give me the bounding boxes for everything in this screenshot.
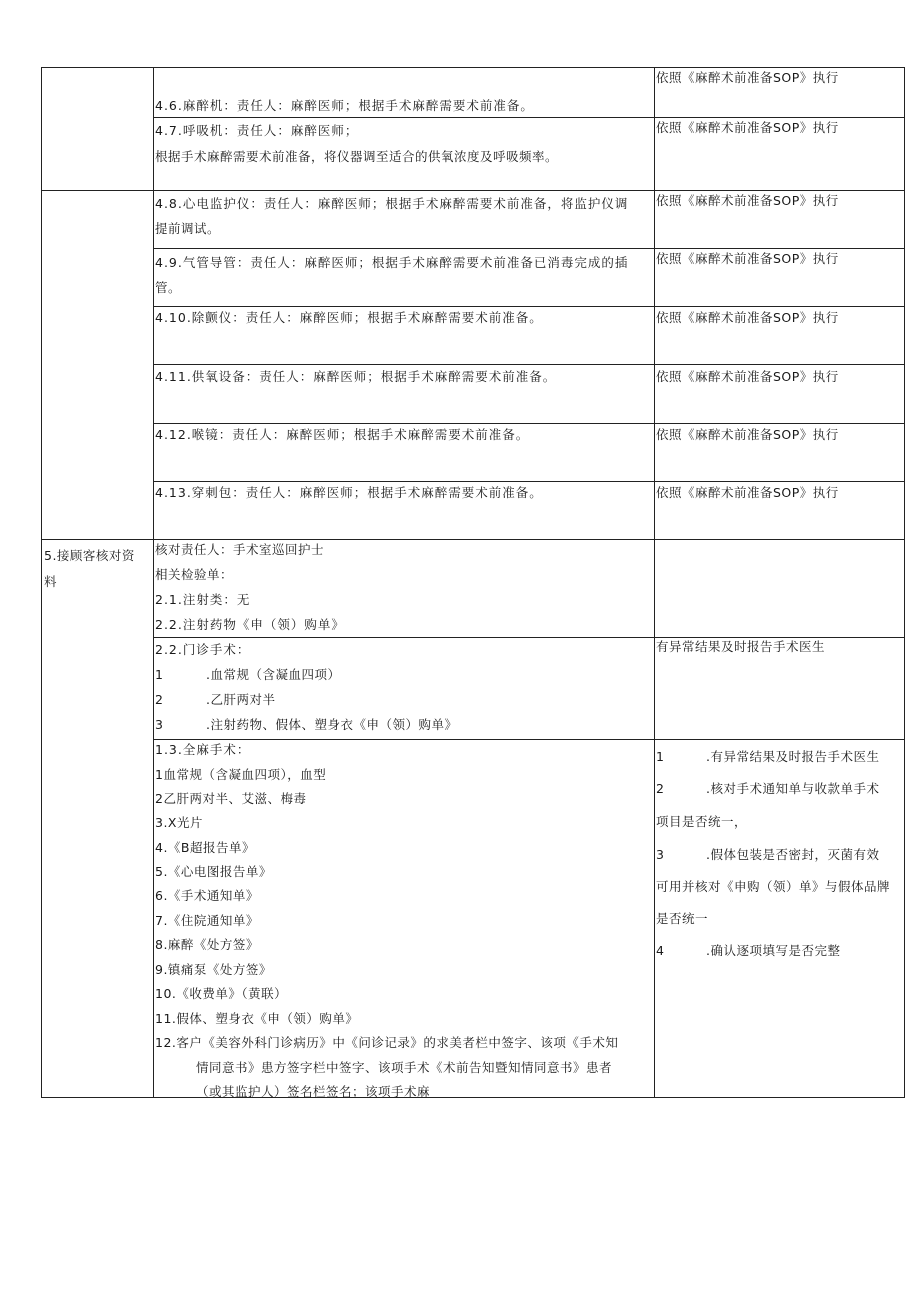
block1-line: 2.1.注射类：无 [155, 592, 251, 607]
row-note: 依照《麻醉术前准备SOP》执行 [656, 120, 839, 135]
block3-line: 9.镇痛泵《处方签》 [155, 962, 272, 977]
row-item: 4.12.喉镜：责任人：麻醉医师；根据手术麻醉需要术前准备。 [155, 427, 530, 442]
col-divider-2 [654, 68, 655, 1097]
row-line [42, 539, 904, 540]
block3-note-num: 4 [656, 943, 665, 958]
row-line [153, 248, 904, 249]
row-note: 依照《麻醉术前准备SOP》执行 [656, 485, 839, 500]
row-note: 依照《麻醉术前准备SOP》执行 [656, 427, 839, 442]
row-note: 依照《麻醉术前准备SOP》执行 [656, 369, 839, 384]
block1-line: 相关检验单： [155, 567, 234, 582]
block3-line: 3.X光片 [155, 815, 203, 830]
row-item-cont: 提前调试。 [155, 221, 221, 236]
block1-line: 2.2.注射药物《申（领）购单》 [155, 617, 345, 632]
row-note: 依照《麻醉术前准备SOP》执行 [656, 310, 839, 325]
row-line [153, 117, 904, 118]
block3-note-num: 2 [656, 781, 665, 796]
row-item: 4.6.麻醉机：责任人：麻醉医师；根据手术麻醉需要术前准备。 [155, 98, 534, 113]
row-item-cont: 根据手术麻醉需要术前准备，将仪器调至适合的供氧浓度及呼吸频率。 [155, 149, 559, 164]
block1-line: 核对责任人：手术室巡回护士 [155, 542, 325, 557]
row-line [153, 739, 904, 740]
block2-item-num: 1 [155, 667, 164, 682]
block3-line: 7.《住院通知单》 [155, 913, 259, 928]
block3-line: 11.假体、塑身衣《申（领）购单》 [155, 1011, 359, 1026]
col-divider-1 [153, 68, 154, 1097]
block2-item-num: 3 [155, 717, 164, 732]
block3-line: 8.麻醉《处方签》 [155, 937, 259, 952]
block3-line: 12.客户《美容外科门诊病历》中《问诊记录》的求美者栏中签字、该项《手术知 [155, 1035, 619, 1050]
block2-note: 有异常结果及时报告手术医生 [656, 639, 826, 654]
block2-head: 2.2.门诊手术： [155, 642, 251, 657]
row-note: 依照《麻醉术前准备SOP》执行 [656, 193, 839, 208]
row-item: 4.9.气管导管：责任人：麻醉医师；根据手术麻醉需要术前准备已消毒完成的插 [155, 255, 629, 270]
block3-line: 2乙肝两对半、艾滋、梅毒 [155, 791, 307, 806]
block3-note-cont: 项目是否统一， [656, 814, 748, 829]
block2-item: .乙肝两对半 [206, 692, 276, 707]
section-title-cont: 料 [44, 574, 58, 589]
block3-line: 4.《B超报告单》 [155, 840, 256, 855]
block3-note: .确认逐项填写是否完整 [706, 943, 841, 958]
block3-note-num: 1 [656, 749, 665, 764]
block3-line: 1.3.全麻手术： [155, 742, 251, 757]
row-line [153, 481, 904, 482]
row-item: 4.11.供氧设备：责任人：麻醉医师；根据手术麻醉需要术前准备。 [155, 369, 557, 384]
block3-line: 10.《收费单》（黄联） [155, 986, 288, 1001]
block3-note: .有异常结果及时报告手术医生 [706, 749, 880, 764]
block3-line-cont: 情同意书》患方签字栏中签字、该项手术《术前告知暨知情同意书》患者 [196, 1060, 613, 1075]
block2-item: .血常规（含凝血四项） [206, 667, 341, 682]
row-line [153, 637, 904, 638]
row-item: 4.10.除颤仪：责任人：麻醉医师；根据手术麻醉需要术前准备。 [155, 310, 543, 325]
block2-item-num: 2 [155, 692, 164, 707]
row-item: 4.7.呼吸机：责任人：麻醉医师； [155, 123, 359, 138]
row-line [42, 190, 904, 191]
block3-line: 6.《手术通知单》 [155, 888, 259, 903]
row-line [153, 423, 904, 424]
row-item: 4.8.心电监护仪：责任人：麻醉医师；根据手术麻醉需要术前准备，将监护仪调 [155, 196, 629, 211]
row-item: 4.13.穿刺包：责任人：麻醉医师；根据手术麻醉需要术前准备。 [155, 485, 543, 500]
row-line [153, 306, 904, 307]
block3-note: .核对手术通知单与收款单手术 [706, 781, 880, 796]
row-line [153, 364, 904, 365]
block3-note-num: 3 [656, 847, 665, 862]
section-title: 5.接顾客核对资 [44, 548, 135, 563]
row-item-cont: 管。 [155, 280, 182, 295]
block3-line-cont: （或其监护人）签名栏签名；该项手术麻 [196, 1084, 431, 1097]
row-note: 依照《麻醉术前准备SOP》执行 [656, 70, 839, 85]
block3-note-cont: 可用并核对《申购（领）单》与假体品牌 [656, 879, 891, 894]
block3-line: 5.《心电图报告单》 [155, 864, 272, 879]
row-note: 依照《麻醉术前准备SOP》执行 [656, 251, 839, 266]
block3-note: .假体包装是否密封，灭菌有效 [706, 847, 880, 862]
block3-line: 1血常规（含凝血四项），血型 [155, 767, 327, 782]
block2-item: .注射药物、假体、塑身衣《申（领）购单》 [206, 717, 458, 732]
block3-note-cont: 是否统一 [656, 911, 709, 926]
